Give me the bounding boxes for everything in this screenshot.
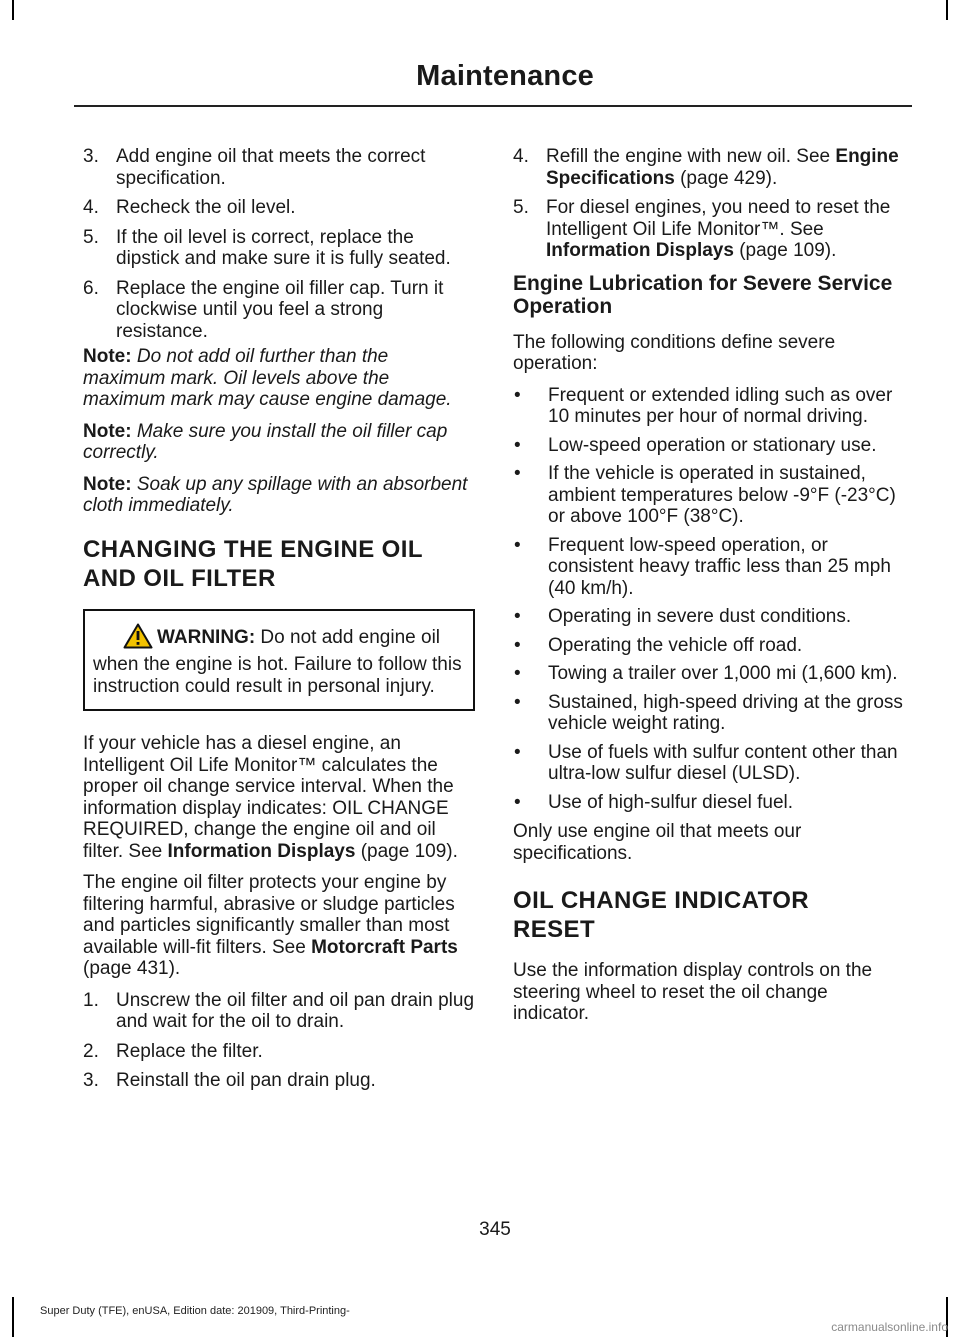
list-item: 6. Replace the engine oil filler cap. Turn it clockwise until you feel a strong resistance. (83, 277, 444, 342)
cross-reference-link[interactable]: Information Displays (167, 840, 356, 862)
list-item: • Sustained, high-speed driving at the gross vehicle weight rating. (514, 691, 903, 734)
list-item: 2. Replace the filter. (83, 1040, 263, 1062)
paragraph: The engine oil filter protects your engine by filtering harmful, abrasive or sludge particles and particles significantly smaller than most available will-fit filters. See Motorcraft Parts (page 431). (83, 872, 458, 979)
bullet-icon: • (514, 434, 521, 456)
paragraph: Use the information display controls on the steering wheel to reset the oil change indicator. (513, 960, 873, 1024)
note: Note: Soak up any spillage with an absorbent cloth immediately. (83, 473, 468, 516)
cross-reference-link[interactable]: Information Displays (546, 240, 734, 261)
bullet-icon: • (514, 741, 521, 763)
section-heading: CHANGING THE ENGINE OIL AND OIL FILTER (83, 535, 423, 592)
bullet-icon: • (514, 606, 521, 627)
warning-triangle-icon (123, 623, 153, 655)
left-column (83, 146, 475, 1100)
list-item: • Frequent or extended idling such as over 10 minutes per hour of normal driving. (514, 384, 893, 427)
crop-mark-bottom-left (12, 1297, 14, 1337)
note: Note: Make sure you install the oil filler cap correctly. (83, 420, 448, 463)
list-item: 4. Refill the engine with new oil. See Engine Specifications (page 429). (513, 146, 899, 189)
paragraph: If your vehicle has a diesel engine, an Intelligent Oil Life Monitor™ calculates the proper oil change service interval. When the information display indicates: OIL CHANGE REQUIRED, change the engine oil and oil filter. See Information Displays (page 109). (83, 733, 458, 862)
cross-reference-link[interactable]: Engine Specifications (546, 146, 899, 189)
cross-reference-link[interactable]: Motorcraft Parts (311, 936, 458, 958)
crop-mark-top-left (12, 0, 14, 20)
list-item: 5. For diesel engines, you need to reset the Intelligent Oil Life Monitor™. See Information Displays (page 109). (513, 197, 891, 261)
bullet-icon: • (514, 691, 521, 713)
list-item: 3. Add engine oil that meets the correct specification. (83, 146, 426, 189)
list-item: 1. Unscrew the oil filter and oil pan drain plug and wait for the oil to drain. (83, 989, 475, 1032)
paragraph: The following conditions define severe operation: (513, 331, 836, 374)
crop-mark-top-right (946, 0, 948, 20)
section-heading: OIL CHANGE INDICATOR RESET (513, 887, 810, 943)
list-item: • Operating in severe dust conditions. (514, 606, 852, 627)
watermark: carmanualsonline.info (831, 1320, 948, 1334)
bullet-icon: • (514, 791, 521, 813)
list-item: • Use of fuels with sulfur content other than ultra-low sulfur diesel (ULSD). (514, 741, 898, 784)
bullet-icon: • (514, 534, 521, 556)
bullet-list (513, 385, 908, 814)
paragraph: Only use engine oil that meets our specifications. (513, 821, 802, 864)
steps-list-b (83, 990, 475, 1092)
list-item: • Low-speed operation or stationary use. (514, 434, 877, 456)
warning-box: WARNING: Do not add engine oil when the engine is hot. Failure to follow this instruction could result in personal injury. (83, 609, 475, 712)
steps-list-a (83, 146, 475, 342)
list-item: • Operating the vehicle off road. (514, 634, 803, 656)
list-item: 4. Recheck the oil level. (83, 197, 296, 218)
subsection-heading: Engine Lubrication for Severe Service Operation (513, 271, 893, 318)
page-number: 345 (479, 1219, 511, 1240)
list-item: 5. If the oil level is correct, replace the dipstick and make sure it is fully seated. (83, 226, 451, 269)
page-title: Maintenance (416, 60, 594, 92)
right-column (513, 146, 908, 1035)
bullet-icon: • (514, 634, 521, 656)
list-item: • Frequent low-speed operation, or consistent heavy traffic less than 25 mph (40 km/h). (514, 534, 891, 599)
bullet-icon: • (514, 663, 521, 684)
note: Note: Do not add oil further than the maximum mark. Oil levels above the maximum mark may cause engine damage. (83, 346, 452, 410)
list-item: • Towing a trailer over 1,000 mi (1,600 km). (514, 663, 898, 684)
bullet-icon: • (514, 384, 521, 406)
edition-footer: Super Duty (TFE), enUSA, Edition date: 201909, Third-Printing- (40, 1305, 350, 1317)
header-divider (74, 105, 912, 107)
list-item: • Use of high-sulfur diesel fuel. (514, 791, 794, 813)
list-item: 3. Reinstall the oil pan drain plug. (83, 1070, 376, 1091)
list-item: • If the vehicle is operated in sustained, ambient temperatures below -9°F (-23°C) or above 100°F (38°C). (514, 463, 896, 527)
bullet-icon: • (514, 463, 521, 484)
